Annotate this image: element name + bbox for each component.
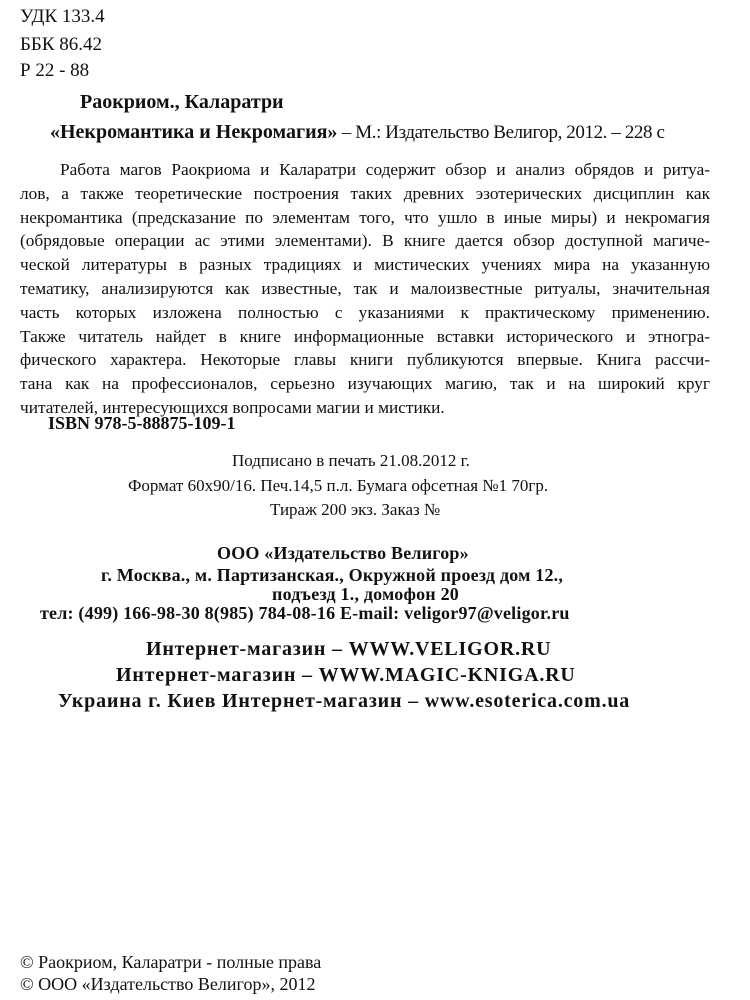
- online-shop-magic-kniga: Интернет-магазин – WWW.MAGIC-KNIGA.RU: [116, 664, 576, 686]
- abstract-line: Также читатель найдет в книге информационные вставки исторического и этногра-: [20, 326, 710, 346]
- abstract-line: читателей, интересующихся вопросами магии и мистики.: [20, 397, 445, 417]
- udk-code: УДК 133.4: [20, 6, 105, 27]
- print-format: Формат 60х90/16. Печ.14,5 п.л. Бумага офсетная №1 70гр.: [128, 476, 549, 495]
- abstract-line: некромантика (предсказание по элементам того, что ушло в иные миры) и некромагия: [20, 207, 710, 227]
- publisher-address: г. Москва., м. Партизанская., Окружной проезд дом 12.,: [101, 565, 564, 585]
- publisher-address-entrance: подъезд 1., домофон 20: [272, 584, 459, 604]
- online-shop-veligor: Интернет-магазин – WWW.VELIGOR.RU: [146, 638, 552, 660]
- signed-to-print: Подписано в печать 21.08.2012 г.: [232, 451, 470, 470]
- abstract-line: лов, а также теоретические построения таких древних эзотерических дисциплин как: [20, 183, 710, 203]
- abstract-line: тана как на профессионалов, серьезно изучающих магию, так и на широкий круг: [20, 374, 710, 394]
- abstract-line: (обрядовые операции ас этими элементами). В книге дается обзор доступной магиче-: [20, 231, 710, 251]
- publisher-name: ООО «Издательство Велигор»: [217, 543, 469, 563]
- bbk-code: ББК 86.42: [20, 34, 102, 55]
- bibliographic-line: [50, 121, 665, 144]
- print-run: Тираж 200 экз. Заказ №: [270, 500, 441, 519]
- online-shop-ukraine: Украина г. Киев Интернет-магазин – www.esoterica.com.ua: [58, 690, 631, 712]
- abstract-line: Работа магов Раокриома и Каларатри содержит обзор и анализ обрядов и ритуа-: [60, 160, 710, 179]
- isbn: ISBN 978-5-88875-109-1: [48, 413, 236, 433]
- copyright-publisher: © ООО «Издательство Велигор», 2012: [20, 974, 316, 994]
- publication-info: – М.: Издательство Велигор, 2012. – 228 с: [337, 122, 665, 143]
- copyright-authors: © Раокриом, Каларатри - полные права: [20, 952, 322, 972]
- abstract-line: фического характера. Некоторые главы книги публикуются впервые. Книга рассчи-: [20, 350, 710, 370]
- book-abstract: [20, 158, 710, 420]
- publisher-contacts: тел: (499) 166-98-30 8(985) 784-08-16 E-mail: veligor97@veligor.ru: [40, 603, 570, 623]
- book-authors: Раокриом., Каларатри: [80, 91, 284, 113]
- book-title: «Некромантика и Некромагия»: [50, 121, 338, 143]
- author-mark-code: Р 22 - 88: [20, 60, 90, 81]
- abstract-line: тематику, анализируются как известные, так и малоизвестные ритуалы, значительная: [20, 278, 710, 298]
- abstract-line: ческой литературы в разных традициях и мистических учениях мира на указанную: [20, 255, 710, 275]
- abstract-line: часть которых изложена полностью с указаниями к практическому применению.: [20, 302, 710, 322]
